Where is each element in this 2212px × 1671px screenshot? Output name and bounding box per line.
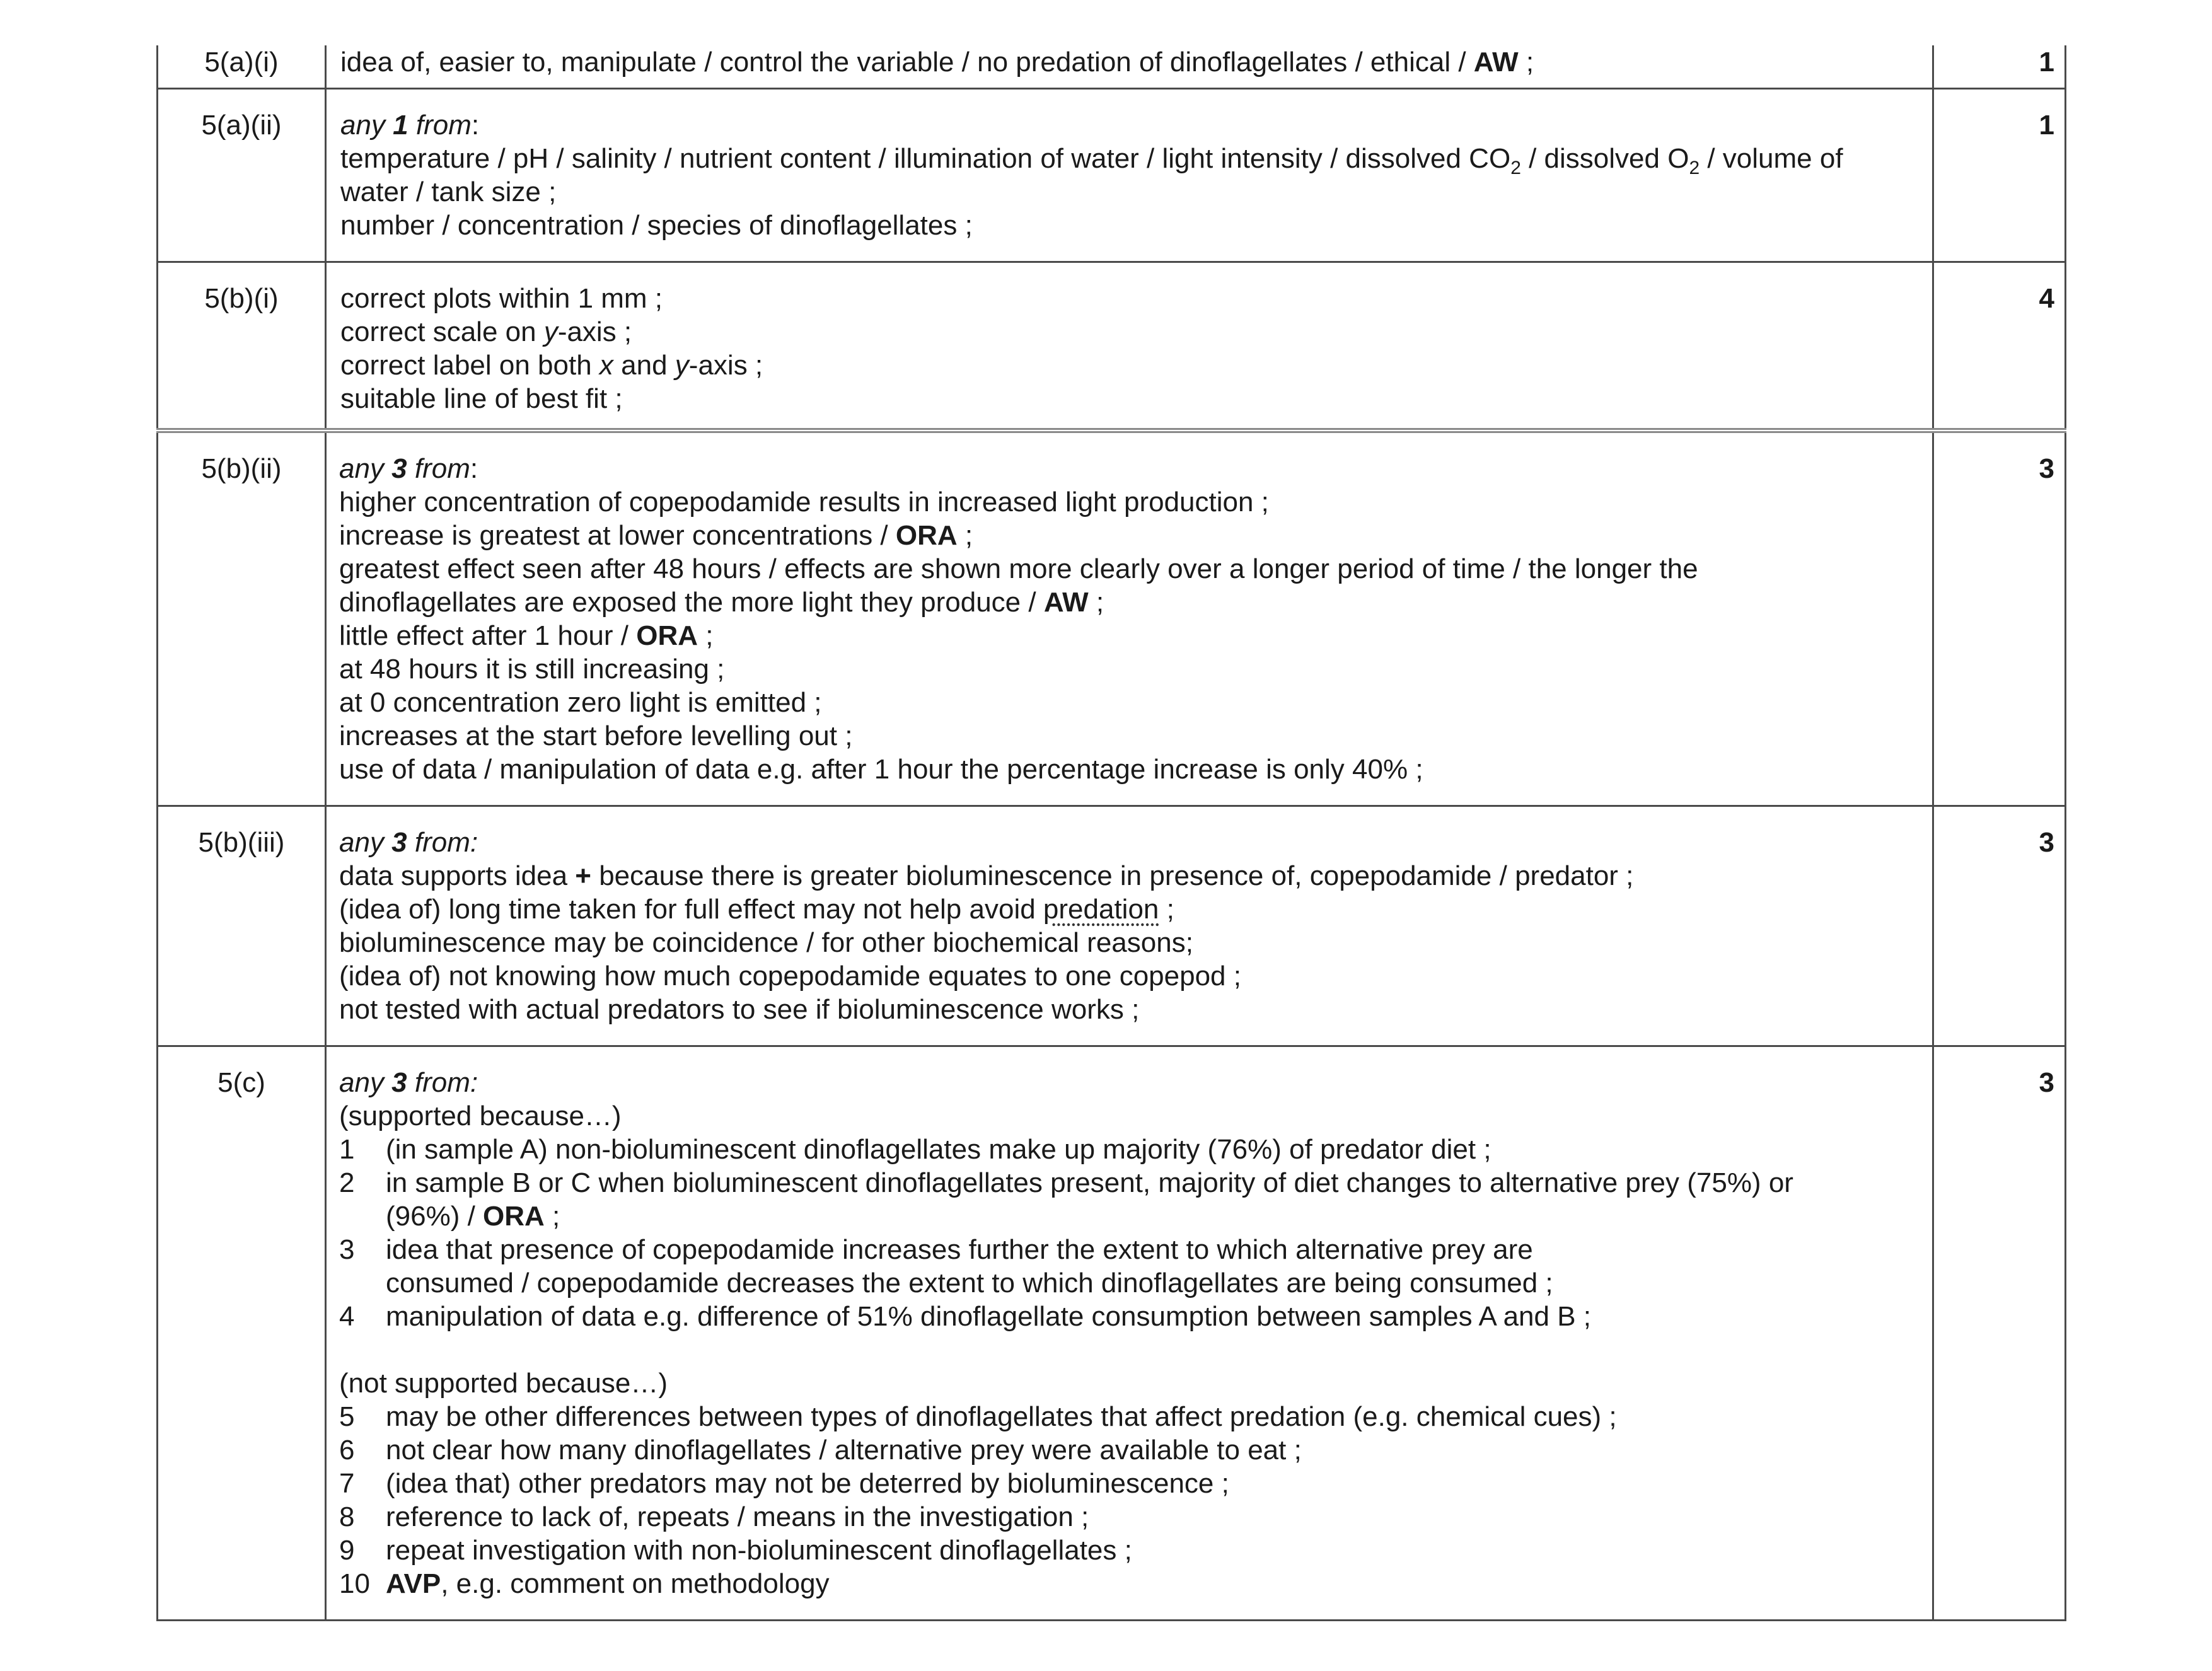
answer-heading: any 3 from: (339, 453, 478, 484)
answer-line: (idea of) not knowing how much copepodamide equates to one copepod ; (339, 961, 1241, 992)
mark-scheme-row-5b-i (158, 262, 2066, 431)
question-label: 5(a)(i) (204, 47, 279, 78)
marks-cell (1933, 1046, 2066, 1621)
answer-line: bioluminescence may be coincidence / for other biochemical reasons; (339, 927, 1193, 958)
marks-cell (1933, 431, 2066, 806)
question-number (158, 45, 326, 89)
question-label: 5(b)(iii) (198, 827, 285, 858)
answer-line: use of data / manipulation of data e.g. after 1 hour the percentage increase is only 40% ; (339, 754, 1423, 785)
answer-line: not tested with actual predators to see if bioluminescence works ; (339, 994, 1140, 1025)
list-item: 8 reference to lack of, repeats / means in the investigation ; (339, 1501, 1089, 1532)
list-item: 6 not clear how many dinoflagellates / alternative prey were available to eat ; (339, 1435, 1302, 1466)
list-item: 3 idea that presence of copepodamide increases further the extent to which alternative prey are consumed / copepodamide decreases the extent to which dinoflagellates are being consumed ; (339, 1234, 1553, 1298)
answer-cell (326, 89, 1933, 262)
answer-line: at 0 concentration zero light is emitted ; (339, 687, 822, 718)
answer-line: at 48 hours it is still increasing ; (339, 654, 725, 685)
question-number (158, 89, 326, 262)
answer-line: number / concentration / species of dinoflagellates ; (340, 210, 973, 241)
marks-cell (1933, 806, 2066, 1046)
answer-line: suitable line of best fit ; (340, 383, 623, 414)
answer-line: higher concentration of copepodamide results in increased light production ; (339, 487, 1269, 517)
answer-line: little effect after 1 hour / ORA ; (339, 620, 714, 651)
answer-line: idea of, easier to, manipulate / control the variable / no predation of dinoflagellates / ethical / AW ; (340, 47, 1534, 78)
answer-line: correct plots within 1 mm ; (340, 283, 663, 314)
supported-heading: (supported because…) (339, 1101, 622, 1131)
mark-scheme-sheet (156, 45, 2064, 1621)
answer-cell (326, 431, 1933, 806)
mark-scheme-row-5a-ii (158, 89, 2066, 262)
answer-line: water / tank size ; (340, 176, 557, 207)
answer-line: correct scale on y-axis ; (340, 316, 632, 347)
answer-cell (326, 45, 1933, 89)
spacer (339, 1333, 1869, 1367)
answer-line: (idea of) long time taken for full effect may not help avoid predation ; (339, 894, 1174, 925)
list-item: 5 may be other differences between types of dinoflagellates that affect predation (e.g. chemical cues) ; (339, 1401, 1617, 1432)
mark-scheme-row-5b-ii (158, 431, 2066, 806)
marks-value: 3 (2039, 453, 2054, 484)
spelling-flag: predation (1043, 894, 1159, 925)
list-item: 4 manipulation of data e.g. difference of 51% dinoflagellate consumption between samples A and B ; (339, 1301, 1592, 1332)
list-item: 2 in sample B or C when bioluminescent dinoflagellates present, majority of diet changes to alternative prey (75%) or (96%) / ORA ; (339, 1167, 1793, 1232)
question-label: 5(b)(ii) (201, 453, 282, 484)
marks-value: 3 (2039, 827, 2054, 858)
mark-scheme-table (156, 45, 2066, 1621)
list-item: 10 AVP, e.g. comment on methodology (339, 1568, 830, 1599)
answer-cell (326, 806, 1933, 1046)
answer-cell (326, 1046, 1933, 1621)
marks-value: 1 (2039, 47, 2054, 78)
marks-value: 4 (2039, 283, 2054, 314)
question-number (158, 262, 326, 431)
mark-scheme-row-5c (158, 1046, 2066, 1621)
answer-line: dinoflagellates are exposed the more light they produce / AW ; (339, 587, 1104, 618)
list-item: 9 repeat investigation with non-bioluminescent dinoflagellates ; (339, 1535, 1132, 1566)
marks-cell (1933, 89, 2066, 262)
list-item: 7 (idea that) other predators may not be deterred by bioluminescence ; (339, 1468, 1229, 1499)
answer-heading: any 3 from: (339, 827, 478, 858)
marks-cell (1933, 262, 2066, 431)
mark-scheme-row-5a-i (158, 45, 2066, 89)
answer-heading: any 1 from: (340, 110, 480, 141)
question-label: 5(c) (217, 1067, 265, 1098)
answer-line: correct label on both x and y-axis ; (340, 350, 763, 381)
answer-line: increase is greatest at lower concentrations / ORA ; (339, 520, 973, 551)
question-label: 5(b)(i) (204, 283, 279, 314)
aw-abbrev: AW (1473, 47, 1519, 78)
mark-scheme-row-5b-iii (158, 806, 2066, 1046)
marks-value: 3 (2039, 1067, 2054, 1098)
answer-line: increases at the start before levelling out ; (339, 720, 853, 751)
answer-heading: any 3 from: (339, 1067, 478, 1098)
question-number (158, 431, 326, 806)
question-number (158, 1046, 326, 1621)
not-supported-heading: (not supported because…) (339, 1368, 668, 1399)
answer-line: data supports idea + because there is greater bioluminescence in presence of, copepodamide / predator ; (339, 860, 1634, 891)
question-number (158, 806, 326, 1046)
answer-line: greatest effect seen after 48 hours / effects are shown more clearly over a longer period of time / the longer the (339, 553, 1698, 584)
answer-cell (326, 262, 1933, 431)
list-item: 1 (in sample A) non-bioluminescent dinoflagellates make up majority (76%) of predator diet ; (339, 1134, 1491, 1165)
answer-line: temperature / pH / salinity / nutrient content / illumination of water / light intensity / dissolved $CO_2$ / dissolved $O_2$ / volume of (340, 143, 1843, 178)
marks-value: 1 (2039, 110, 2054, 141)
question-label: 5(a)(ii) (201, 110, 282, 141)
marks-cell (1933, 45, 2066, 89)
